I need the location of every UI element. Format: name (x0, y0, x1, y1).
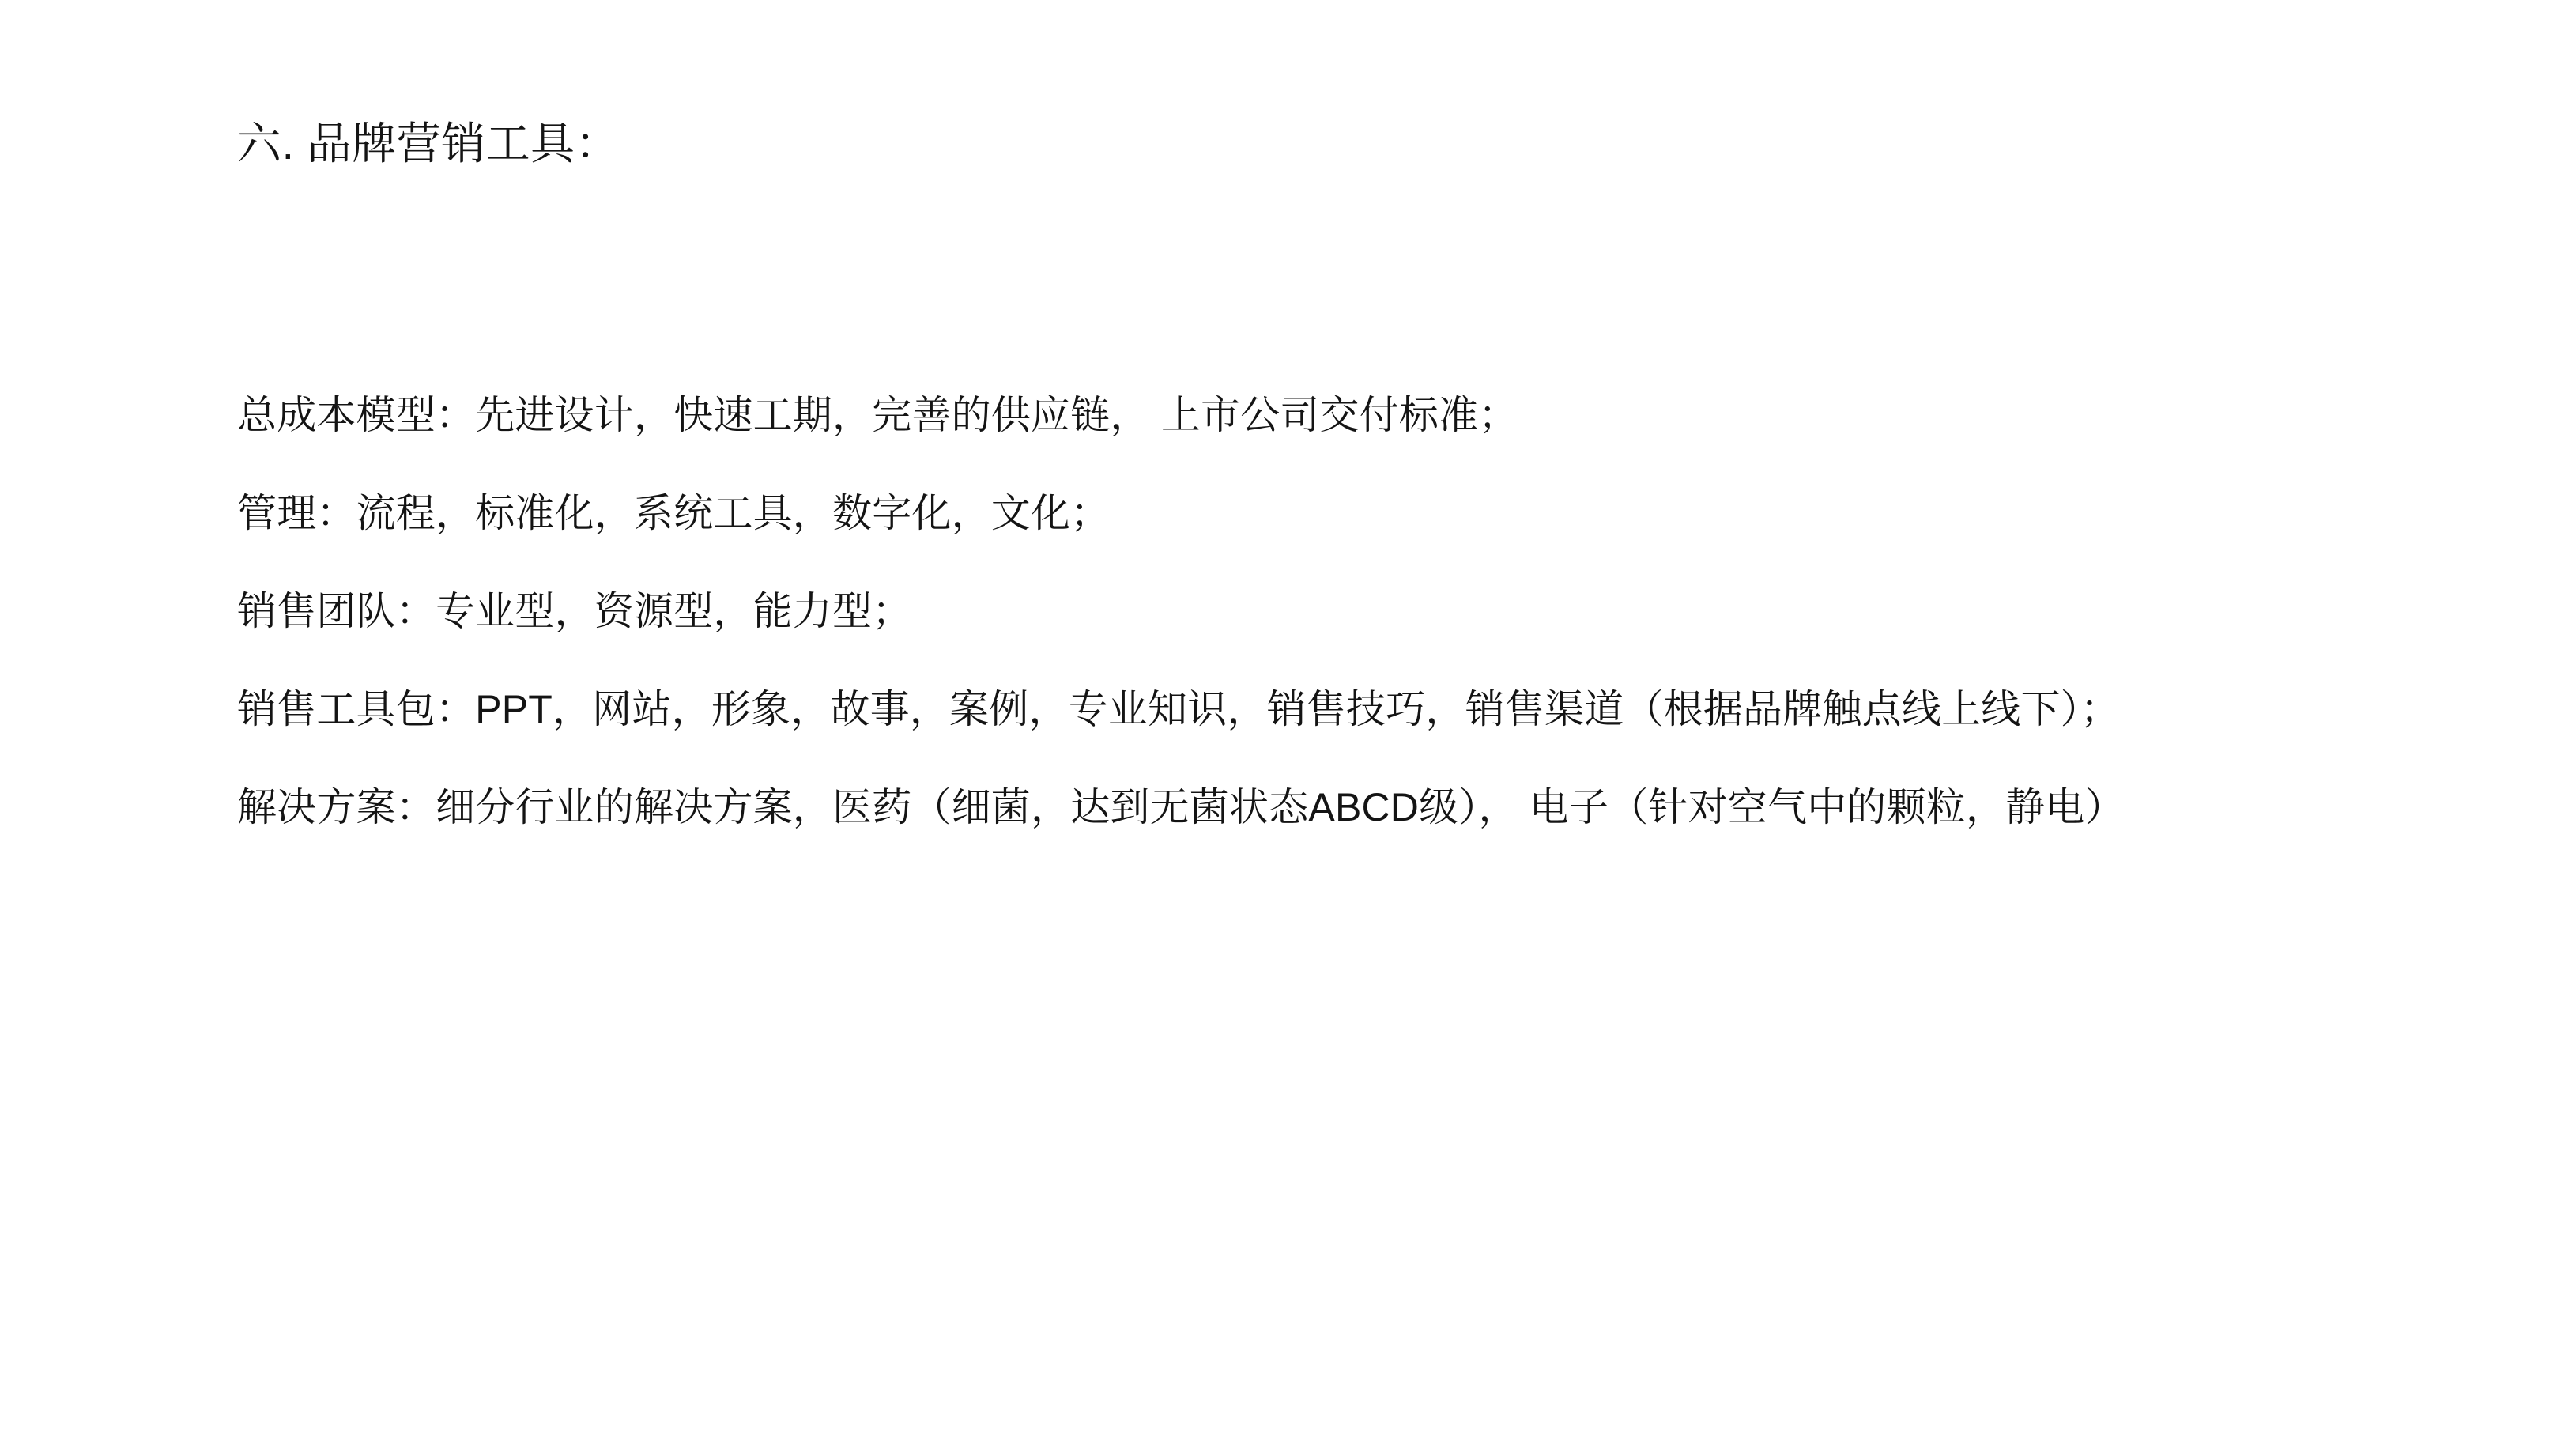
content-line: 总成本模型：先进设计，快速工期，完善的供应链， 上市公司交付标准； (237, 393, 1518, 437)
content-line: 管理：流程，标准化，系统工具，数字化，文化； (237, 491, 1111, 535)
content-line: 解决方案：细分行业的解决方案，医药（细菌，达到无菌状态ABCD级）， 电子（针对空气中的颗粒，静电） (237, 785, 2125, 829)
content-line: 销售工具包：PPT，网站，形象，故事，案例，专业知识，销售技巧，销售渠道（根据品牌触点线上线下）； (237, 687, 2121, 731)
content-block (237, 395, 2490, 827)
page-title: 六. 品牌营销工具： (237, 119, 620, 168)
content-line: 销售团队：专业型，资源型，能力型； (237, 589, 912, 633)
